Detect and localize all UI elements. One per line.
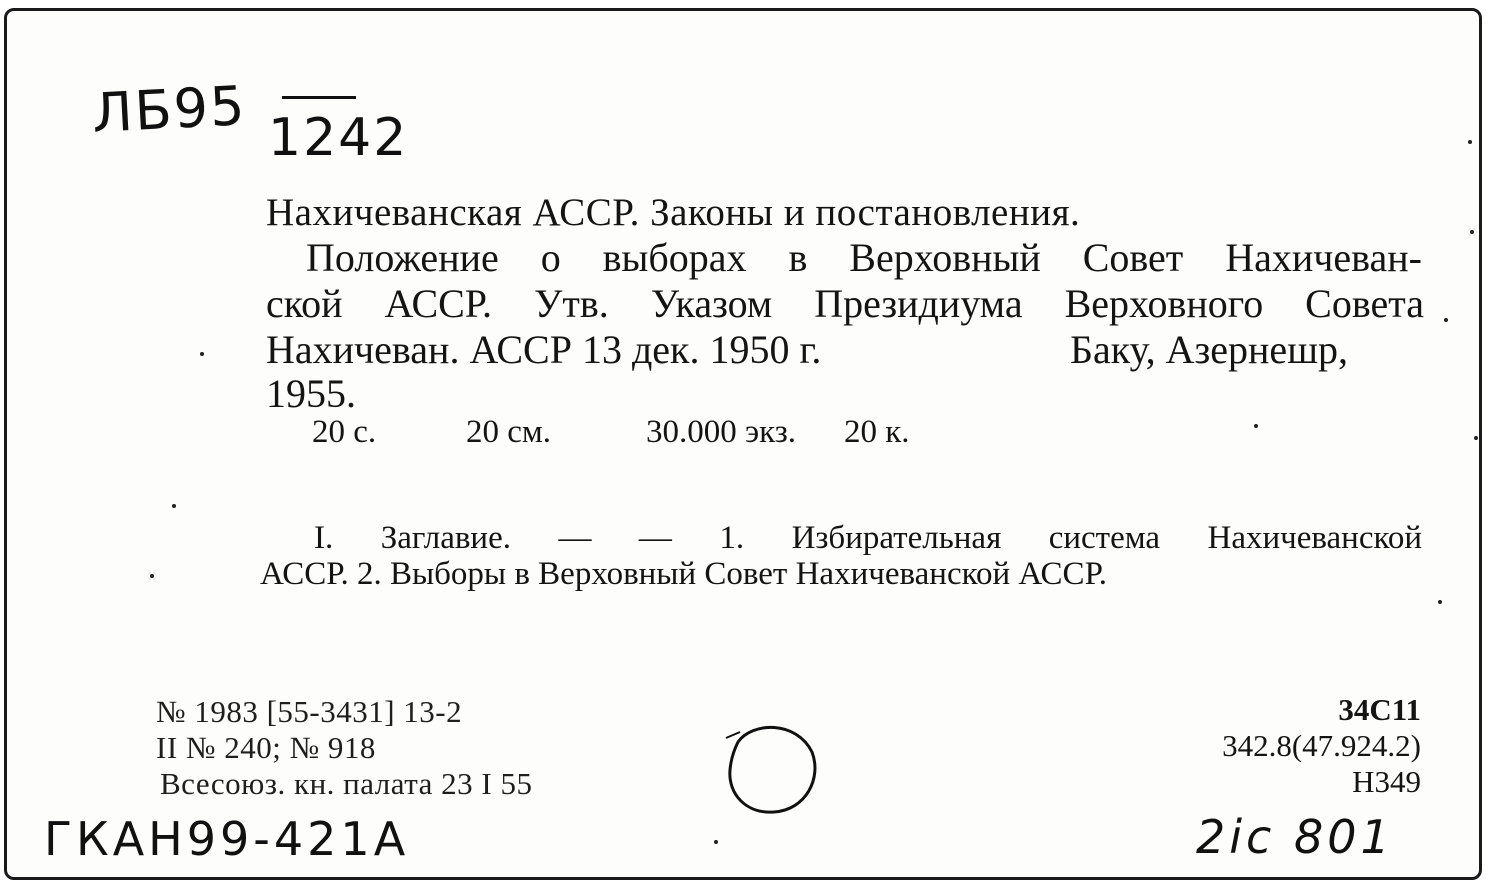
scan-speck [1468,140,1472,144]
description-line-2: ской АССР. Утв. Указом Президиума Верховного Совета [266,281,1424,326]
imprint-line-1: № 1983 [55-3431] 13-2 [156,694,463,729]
punch-hole [716,712,826,822]
scan-speck [172,504,176,508]
collation-pages: 20 с. [312,414,377,450]
scan-speck [150,574,154,578]
tracings-line-1: I. Заглавие. — — 1. Избирательная система Нахичеванской [314,520,1422,556]
collation-size: 20 см. [466,414,552,450]
shelfmark-overline [282,96,356,99]
scan-speck [1470,230,1474,234]
scan-speck [1474,436,1478,440]
scan-speck [1438,600,1442,604]
description-line-3-right: Баку, Азернешр, [1070,327,1348,372]
imprint-line-3: Всесоюз. кн. палата 23 I 55 [160,766,533,801]
classification-line-3: Н349 [1352,764,1421,799]
description-line-3-left: Нахичеван. АССР 13 дек. 1950 г. [266,327,822,372]
handwritten-inventory-number: ГКАН99-421А [44,812,410,866]
description-line-4: 1955. [266,371,356,416]
handwritten-shelfmark: ЛБ95 [90,74,248,145]
collation-price: 20 к. [844,414,910,450]
description-line-1: Положение о выборах в Верховный Совет Нахичеван- [306,235,1422,280]
tracings-line-2: АССР. 2. Выборы в Верховный Совет Нахичеванской АССР. [260,556,1108,592]
imprint-line-2: II № 240; № 918 [156,730,376,765]
scan-speck [1444,318,1448,322]
collation-copies: 30.000 экз. [646,414,797,450]
scan-speck [200,352,204,356]
scan-speck [1254,424,1258,428]
classification-line-2: 342.8(47.924.2) [1222,728,1421,763]
handwritten-note: 2ic 801 [1196,810,1394,864]
card-heading: Нахичеванская АССР. Законы и постановления. [266,191,1081,234]
classification-line-1: 34С11 [1338,692,1421,727]
scan-speck [714,840,718,844]
handwritten-shelfmark-number: 1242 [268,108,409,168]
